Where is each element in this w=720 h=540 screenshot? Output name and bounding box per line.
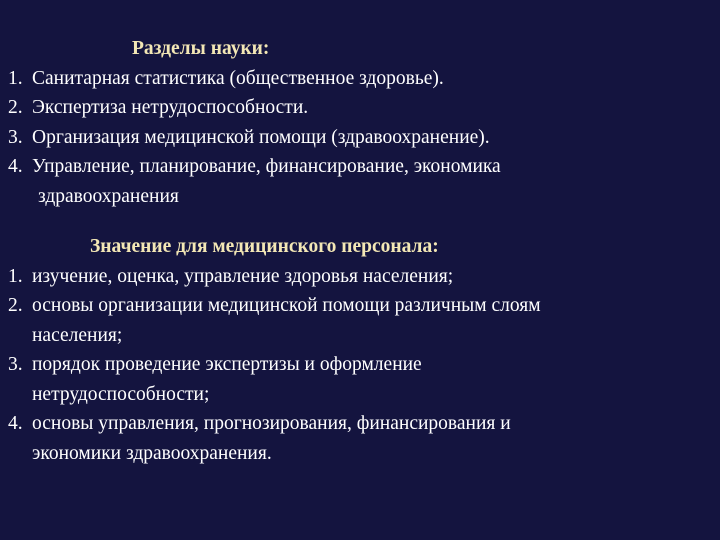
list-item-text: Организация медицинской помощи (здравоохранение).	[32, 126, 490, 148]
staff-significance-list	[8, 262, 712, 469]
list-item-number: 4.	[8, 413, 23, 434]
list-item-number: 3.	[8, 126, 23, 148]
list-item	[8, 93, 712, 123]
list-item-text: Экспертиза нетрудоспособности.	[32, 97, 309, 118]
list-item-text: основы организации медицинской помощи различным слоям	[32, 295, 541, 316]
list-item-number: 1.	[8, 265, 23, 287]
list-item	[8, 262, 712, 292]
staff-significance-heading: Значение для медицинского персонала:	[90, 236, 439, 257]
science-sections-heading: Разделы науки:	[132, 38, 270, 59]
list-item-number: 4.	[8, 156, 23, 177]
list-item	[8, 350, 712, 409]
list-item-number: 1.	[8, 67, 23, 89]
list-item	[8, 152, 712, 211]
list-item-text: основы управления, прогнозирования, финансирования и	[32, 413, 511, 434]
list-item-number: 2.	[8, 295, 23, 316]
list-item-text-continued: экономики здравоохранения.	[32, 442, 272, 464]
list-item-text-continued: нетрудоспособности;	[32, 383, 210, 405]
list-item-number: 2.	[8, 97, 23, 118]
list-item	[8, 409, 712, 468]
science-sections-list	[8, 64, 712, 212]
list-item-number: 3.	[8, 354, 23, 375]
science-sections-block	[8, 34, 712, 211]
list-item-text: порядок проведение экспертизы и оформление	[32, 354, 422, 375]
list-item-text: Управление, планирование, финансирование, экономика	[32, 156, 501, 177]
list-item-text: Санитарная статистика (общественное здоровье).	[32, 67, 444, 89]
list-item	[8, 64, 712, 94]
list-item-text-continued: населения;	[32, 324, 123, 346]
staff-significance-block	[8, 232, 712, 468]
list-item	[8, 291, 712, 350]
list-item	[8, 123, 712, 153]
list-item-text-continued: здравоохранения	[38, 185, 179, 207]
list-item-text: изучение, оценка, управление здоровья населения;	[32, 265, 454, 287]
